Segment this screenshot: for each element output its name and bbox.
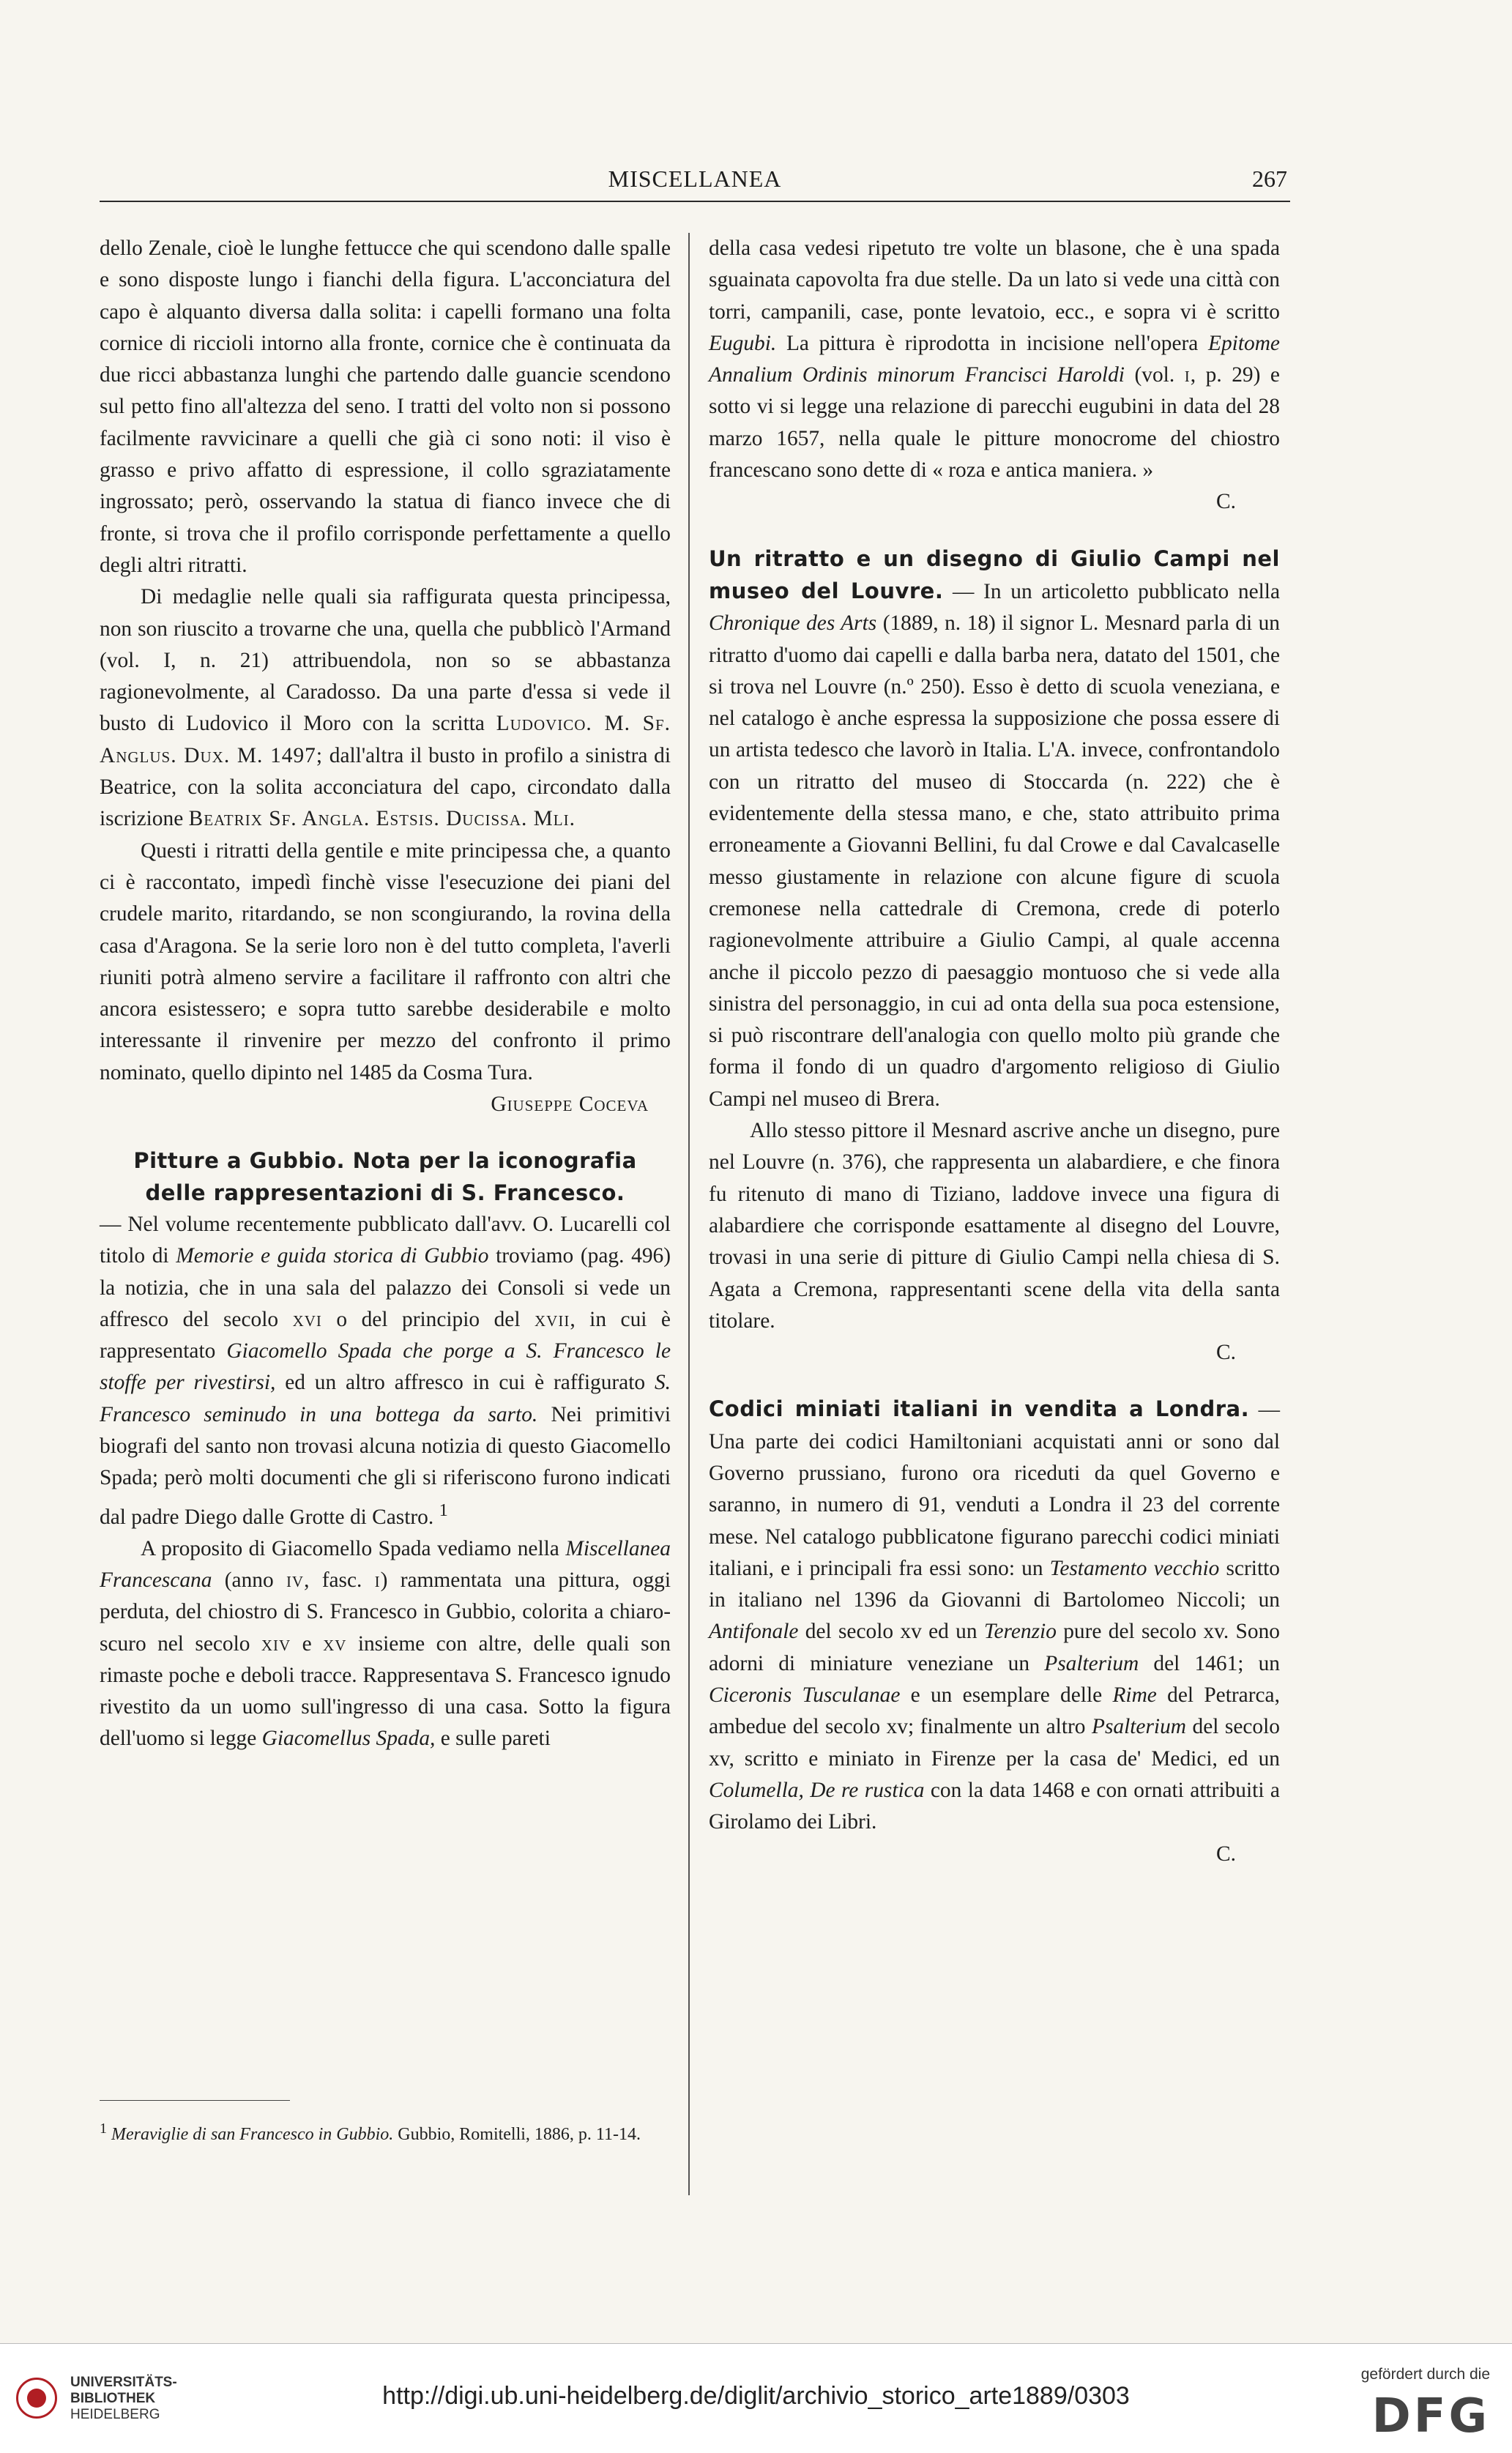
footnote-rule	[100, 2100, 290, 2101]
paragraph: Allo stesso pittore il Mesnard ascrive anche un disegno, pure nel Louvre (n. 376), che rappresenta un alabardiere, e che finora fu ritenuto di mano di Tiziano, laddove invece una figura di alabardiere che corrisponde esattamente al disegno del Louvre, trovasi in una serie di pitture di Giulio Campi nella chiesa di S. Agata a Cremona, rappresentanti scene della vita della santa titolare.	[709, 1119, 1280, 1333]
paragraph: A proposito di Giacomello Spada vediamo nella Miscellanea Francescana (anno iv, fasc. i) rammentata una pittura, oggi perduta, del chiostro di S. Francesco in Gubbio, colorita a chiaro-scuro nel secolo xiv e xv insieme con altre, delle quali son rimaste poche e deboli tracce. Rappresentava S. Francesco ignudo rivestito da un uomo sull'ingresso di una casa. Sotto la figura dell'uomo si legge Giacomellus Spada, e sulle pareti	[100, 1536, 671, 1751]
section-heading: Pitture a Gubbio. Nota per la iconografia delle rappresentazioni di S. Francesco.	[133, 1148, 637, 1205]
author-signature: C.	[1216, 1341, 1236, 1365]
paragraph: Codici miniati italiani in vendita a Londra. — Una parte dei codici Hamiltoniani acquistati anni or sono dal Governo prussiano, furono ora riceduti da quel Governo e saranno, in numero di 91, venduti a Londra il 23 del corrente mese. Nel catalogo pubblicatone figurano parecchi codici miniati italiani, e i principali fra essi sono: un Testamento vecchio scritto in italiano nel 1396 da Giovanni di Bartolomeo Niccoli; un Antifonale del secolo xv ed un Terenzio pure del secolo xv. Sono adorni di miniature veneziane un Psalterium del 1461; un Ciceronis Tusculanae e un esemplare delle Rime del Petrarca, ambedue del secolo xv; finalmente un altro Psalterium del secolo xv, scritto e miniato in Firenze per la casa de' Medici, ed un Columella, De re rustica con la data 1468 e con ornati attribuiti a Girolamo dei Libri.	[709, 1396, 1280, 1834]
paragraph: Questi i ritratti della gentile e mite principessa che, a quanto ci è raccontato, impedì finchè visse l'esecuzione dei piani del crudele marito, ritardando, se non scongiurando, la rovina della casa d'Aragona. Se la serie loro non è del tutto completa, l'averli riuniti potrà almeno servire a facilitare il raffronto con altri che ancora esistessero; e sopra tutto sarebbe desiderabile e molto interessante il rinvenire per mezzo del confronto il primo nominato, quello dipinto nel 1485 da Cosma Tura.	[100, 838, 671, 1084]
paragraph: della casa vedesi ripetuto tre volte un blasone, che è una spada sguainata capovolta fra due stelle. Da un lato si vede una città con torri, campanili, case, ponte levatoio, ecc., e sopra vi è scritto Eugubi. La pittura è riprodotta in incisione nell'opera Epitome Annalium Ordinis minorum Francisci Haroldi (vol. i, p. 29) e sotto vi si legge una relazione di parecchi eugubini in data del 28 marzo 1657, nella quale le pitture monocrome del chiostro francescano sono dette di « roza e antica maniera. »	[709, 237, 1280, 483]
author-signature: C.	[1216, 1842, 1236, 1866]
section-heading: Un ritratto e un disegno di Giulio Campi nel museo del Louvre.	[709, 546, 1280, 603]
permalink-url[interactable]: http://digi.ub.uni-heidelberg.de/diglit/archivio_storico_arte1889/0303	[382, 2382, 1130, 2410]
right-column	[709, 233, 1280, 2210]
page-number: 267	[1252, 165, 1287, 192]
author-signature: C.	[1216, 490, 1236, 514]
author-signature: Giuseppe Coceva	[491, 1093, 649, 1117]
library-name: UNIVERSITÄTS- BIBLIOTHEK HEIDELBERG	[70, 2375, 177, 2422]
page-header	[100, 165, 1290, 202]
running-title: MISCELLANEA	[608, 165, 782, 192]
paragraph: Di medaglie nelle quali sia raffigurata questa principessa, non son riuscito a trovarne che una, quella che pubblicò l'Armand (vol. I, n. 21) attribuendola, non so se abbastanza ragionevolmente, al Caradosso. Da una parte d'essa si vede il busto di Ludovico il Moro con la scritta Ludovico. M. Sf. Anglus. Dux. M. 1497; dall'altra il busto in profilo a sinistra di Beatrice, con la solita acconciatura del capo, circondato dalla iscrizione Beatrix Sf. Angla. Estsis. Ducissa. Mli.	[100, 585, 671, 831]
dfg-logo-icon: DFG	[1371, 2389, 1490, 2443]
paragraph: Pitture a Gubbio. Nota per la iconografia delle rappresentazioni di S. Francesco. — Nel volume recentemente pubblicato dall'avv. O. Lucarelli col titolo di Memorie e guida storica di Gubbio troviamo (pag. 496) la notizia, che in una sala del palazzo dei Consoli si vede un affresco del secolo xvi o del principio del xvii, in cui è rappresentato Giacomello Spada che porge a S. Francesco le stoffe per rivestirsi, ed un altro affresco in cui è raffigurato S. Francesco seminudo in una bottega da sarto. Nei primitivi biografi del santo non trovasi alcuna notizia di questo Giacomello Spada; però molti documenti che gli si riferiscono furono indicati dal padre Diego dalle Grotte di Castro. $^1$	[100, 1145, 671, 1533]
funding-label: gefördert durch die	[1360, 2366, 1490, 2383]
paragraph: dello Zenale, cioè le lunghe fettucce che qui scendono dalle spalle e sono disposte lungo i fianchi della figura. L'acconciatura del capo è alquanto diversa dalla solita: i capelli formano una folta cornice di riccioli intorno alla fronte, cornice che è continuata da due ricci abbastanza lunghi che partendo dalle guancie scendono sul petto fino all'altezza del seno. I tratti del volto non si possono facilmente ravvicinare a quelli che già ci sono noti: il viso è grasso e privo affatto di espressione, il collo sgraziatamente ingrossato; però, osservando la statua di fianco invece che di fronte, si trova che il profilo corrisponde perfettamente a quello degli altri ritratti.	[100, 237, 671, 577]
footer-bar	[0, 2343, 1512, 2453]
footnote-mark: 1	[439, 1500, 448, 1520]
footnote: $^1$ Meraviglie di san Francesco in Gubbio. Gubbio, Romitelli, 1886, p. 11-14.	[100, 2121, 641, 2144]
left-column	[100, 233, 671, 2210]
column-divider	[688, 233, 690, 2195]
section-heading: Codici miniati italiani in vendita a Londra.	[709, 1396, 1250, 1422]
paragraph: Un ritratto e un disegno di Giulio Campi nel museo del Louvre. — In un articoletto pubblicato nella Chronique des Arts (1889, n. 18) il signor L. Mesnard parla di un ritratto d'uomo dai capelli e dalla barba nera, datato del 1501, che si trova nel Louvre (n.º 250). Esso è detto di scuola veneziana, e nel catalogo è anche espressa la supposizione che possa essere di un artista tedesco che lavorò in Italia. L'A. invece, confrontandolo con un ritratto del museo di Stoccarda (n. 222) che è evidentemente della stessa mano, e che, stato attribuito prima erroneamente a Giovanni Bellini, fu dal Crowe e dal Cavalcaselle messo giustamente in relazione con alcune figure di scuola cremonese nella cattedrale di Cremona, crede di poterlo ragionevolmente attribuire a Giulio Campi, al quale accenna anche il piccolo pezzo di paesaggio montuoso che si vede alla sinistra del personaggio, in cui ad onta della sua poca estensione, si può riscontrare dell'analogia con quello molto più grande che forma il fondo di un quadro d'argomento religioso di Giulio Campi nel museo di Brera.	[709, 546, 1280, 1111]
